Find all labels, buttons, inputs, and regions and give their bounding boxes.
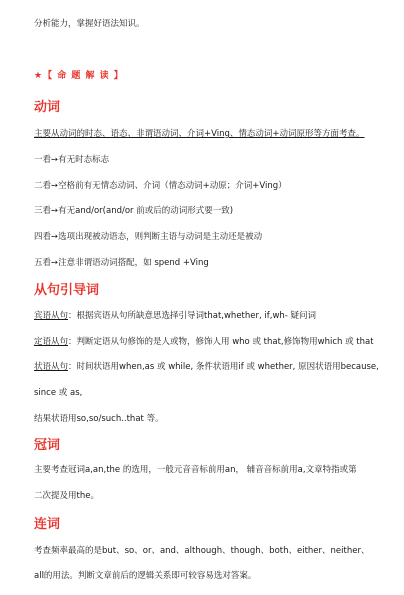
clause-object (34, 310, 316, 322)
verb-step-5: 五看➙注意非谓语动词搭配，如 spend +Ving (34, 258, 209, 268)
attributive-clause-label: 定语从句 (34, 337, 69, 347)
verb-step-3: 三看➙有无and/or(and/or 前或后的动词形式要一致) (34, 206, 234, 216)
article-line-1: 主要考查冠词a,an,the 的选用，一般元音音标前用an， 辅音音标前用a,文章特指或第 (34, 465, 357, 475)
conjunction-line-2: all的用法。判断文章前后的逻辑关系即可较容易选对答案。 (34, 571, 257, 581)
verb-step-2: 二看➙空格前有无情态动词、介词（情态动词+动原；介词+Ving） (34, 181, 287, 191)
heading-verb: 动词 (34, 100, 61, 115)
result-clause-text: 结果状语用so,so/such..that 等。 (34, 414, 164, 424)
heading-conjunction: 连词 (34, 517, 61, 532)
clause-attributive (34, 336, 374, 348)
section-title: ★【 命 题 解 读 】 (34, 71, 124, 81)
attributive-clause-text: ：判断定语从句修饰的是人或物，修饰人用 who 或 that,修饰物用which 或 that (68, 337, 374, 347)
adverbial-clause-label: 状语从句 (34, 362, 69, 372)
verb-step-1: 一看➙有无时态标志 (34, 155, 110, 165)
verb-step-4: 四看➙选项出现被动语态，则判断主语与动词是主动还是被动 (34, 232, 263, 242)
article-line-2: 二次提及用the。 (34, 491, 99, 501)
clause-adverbial (34, 361, 379, 373)
adverbial-clause-text: ：时间状语用when,as 或 while, 条件状语用if 或 whether, 原因状语用because, (68, 362, 379, 372)
conjunction-line-1: 考查频率最高的是but、so、or、and、although、though、both、either、neither、 (34, 546, 370, 556)
verb-intro: 主要从动词的时态、语态、非谓语动词、介词+Ving、情态动词+动词原形等方面考查。 (34, 129, 365, 139)
heading-article: 冠词 (34, 438, 61, 453)
heading-clause: 从句引导词 (34, 283, 100, 298)
top-line: 分析能力，掌握好语法知识。 (34, 19, 145, 29)
object-clause-label: 宾语从句 (34, 311, 69, 321)
object-clause-text: ：根据宾语从句所缺意思选择引导词that,whether, if,wh- 疑问词 (68, 311, 317, 321)
adverbial-clause-text-2: since 或 as, (34, 388, 83, 398)
